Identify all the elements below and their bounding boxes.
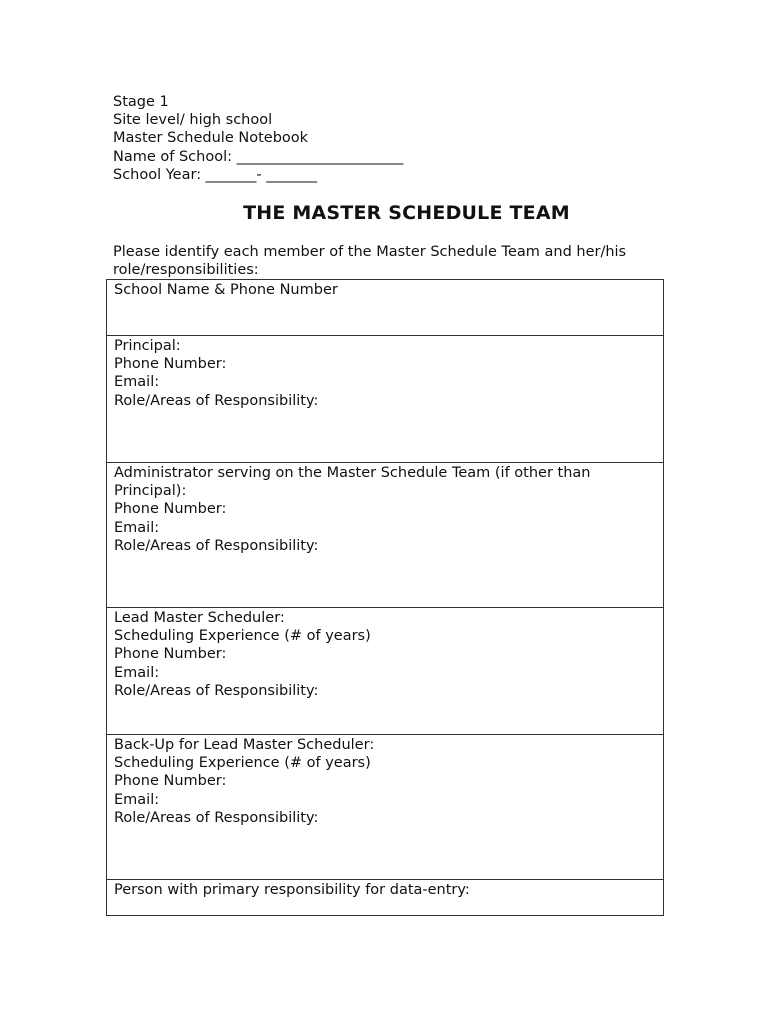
row-line: School Name & Phone Number — [114, 282, 338, 298]
notebook-label: Master Schedule Notebook — [113, 130, 309, 147]
row-line: Email: — [114, 664, 160, 681]
row-line: Role/Areas of Responsibility: — [114, 392, 319, 409]
intro-text: Please identify each member of the Master Schedule Team and her/his role/responsibilities: — [113, 244, 627, 279]
row-line: Phone Number: — [114, 773, 227, 790]
row-line: Role/Areas of Responsibility: — [114, 809, 319, 826]
row-line: Email: — [114, 519, 160, 536]
school-year-line: School Year: _______- _______ — [113, 166, 318, 183]
row-line: Phone Number: — [114, 501, 227, 518]
row-line: Scheduling Experience (# of years) — [114, 628, 371, 645]
row-line: Role/Areas of Responsibility: — [114, 537, 319, 554]
table-row-backup-scheduler — [107, 734, 663, 879]
table-row-data-entry — [107, 879, 663, 915]
row-line: Principal: — [114, 338, 181, 354]
school-name-line: Name of School: _______________________ — [113, 148, 404, 165]
row-line: Administrator serving on the Master Schedule Team (if other than Principal): — [114, 465, 591, 500]
row-line: Back-Up for Lead Master Scheduler: — [114, 737, 375, 753]
row-line: Email: — [114, 374, 160, 391]
table-row-administrator — [107, 462, 663, 607]
row-line: Phone Number: — [114, 646, 227, 663]
page-title: THE MASTER SCHEDULE TEAM — [243, 202, 570, 224]
row-line: Scheduling Experience (# of years) — [114, 755, 371, 772]
table-row-school — [107, 280, 663, 335]
row-line: Phone Number: — [114, 356, 227, 373]
stage-label: Stage 1 — [113, 94, 169, 110]
document-header — [113, 93, 403, 184]
row-line: Role/Areas of Responsibility: — [114, 682, 319, 699]
table-row-principal — [107, 335, 663, 462]
team-table — [106, 279, 664, 916]
table-row-lead-scheduler — [107, 607, 663, 734]
site-level-label: Site level/ high school — [113, 112, 273, 129]
row-line: Person with primary responsibility for data-entry: — [114, 882, 470, 898]
row-line: Lead Master Scheduler: — [114, 610, 285, 626]
row-line: Email: — [114, 791, 160, 808]
